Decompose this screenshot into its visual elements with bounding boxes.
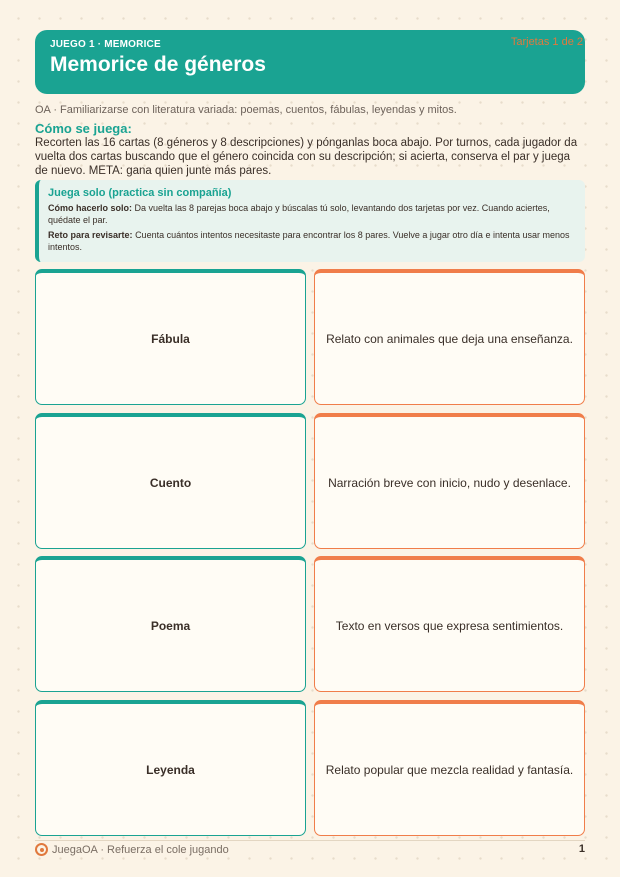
solo-review-text: Cuenta cuántos intentos necesitaste para encontrar los 8 pares. Vuelve a jugar otro día e intenta usar menos intentos. [48, 230, 570, 252]
solo-how-label: Cómo hacerlo solo: [48, 203, 133, 213]
genre-card: Leyenda [35, 700, 306, 836]
footer-divider [35, 840, 585, 841]
description-card: Relato popular que mezcla realidad y fantasía. [314, 700, 585, 836]
genre-card: Poema [35, 556, 306, 692]
footer-brand: JuegaOA · Refuerza el cole jugando [52, 844, 229, 856]
page-title: Memorice de géneros [50, 53, 266, 76]
description-card: Texto en versos que expresa sentimientos. [314, 556, 585, 692]
solo-how-text: Da vuelta las 8 parejas boca abajo y búscalas tú solo, levantando dos tarjetas por vez. Cuando aciertes, quédate el par. [48, 203, 550, 225]
brand-logo-icon [35, 843, 48, 856]
solo-review-label: Reto para revisarte: [48, 230, 133, 240]
genre-card: Fábula [35, 269, 306, 405]
solo-play-box [35, 180, 585, 262]
game-kicker: JUEGO 1 · MEMORICE [50, 39, 161, 50]
description-card: Narración breve con inicio, nudo y desenlace. [314, 413, 585, 549]
cards-page-tag: Tarjetas 1 de 2 [510, 36, 583, 48]
page-number: 1 [578, 843, 585, 855]
solo-how-line [48, 202, 571, 226]
description-card: Relato con animales que deja una enseñanza. [314, 269, 585, 405]
game-header [35, 30, 585, 94]
solo-title: Juega solo (practica sin compañía) [48, 187, 232, 199]
genre-card: Cuento [35, 413, 306, 549]
how-to-heading: Cómo se juega: [35, 121, 132, 136]
learning-objective: OA · Familiarizarse con literatura variada: poemas, cuentos, fábulas, leyendas y mitos. [35, 104, 457, 116]
solo-review-line [48, 229, 571, 253]
how-to-text: Recorten las 16 cartas (8 géneros y 8 descripciones) y pónganlas boca abajo. Por turnos, cada jugador da vuelta dos cartas buscando que el género coincida con su descripción; si acierta, conserva el par y juega de nuevo. META: gana quien junte más pares. [35, 137, 578, 177]
footer [35, 843, 585, 856]
